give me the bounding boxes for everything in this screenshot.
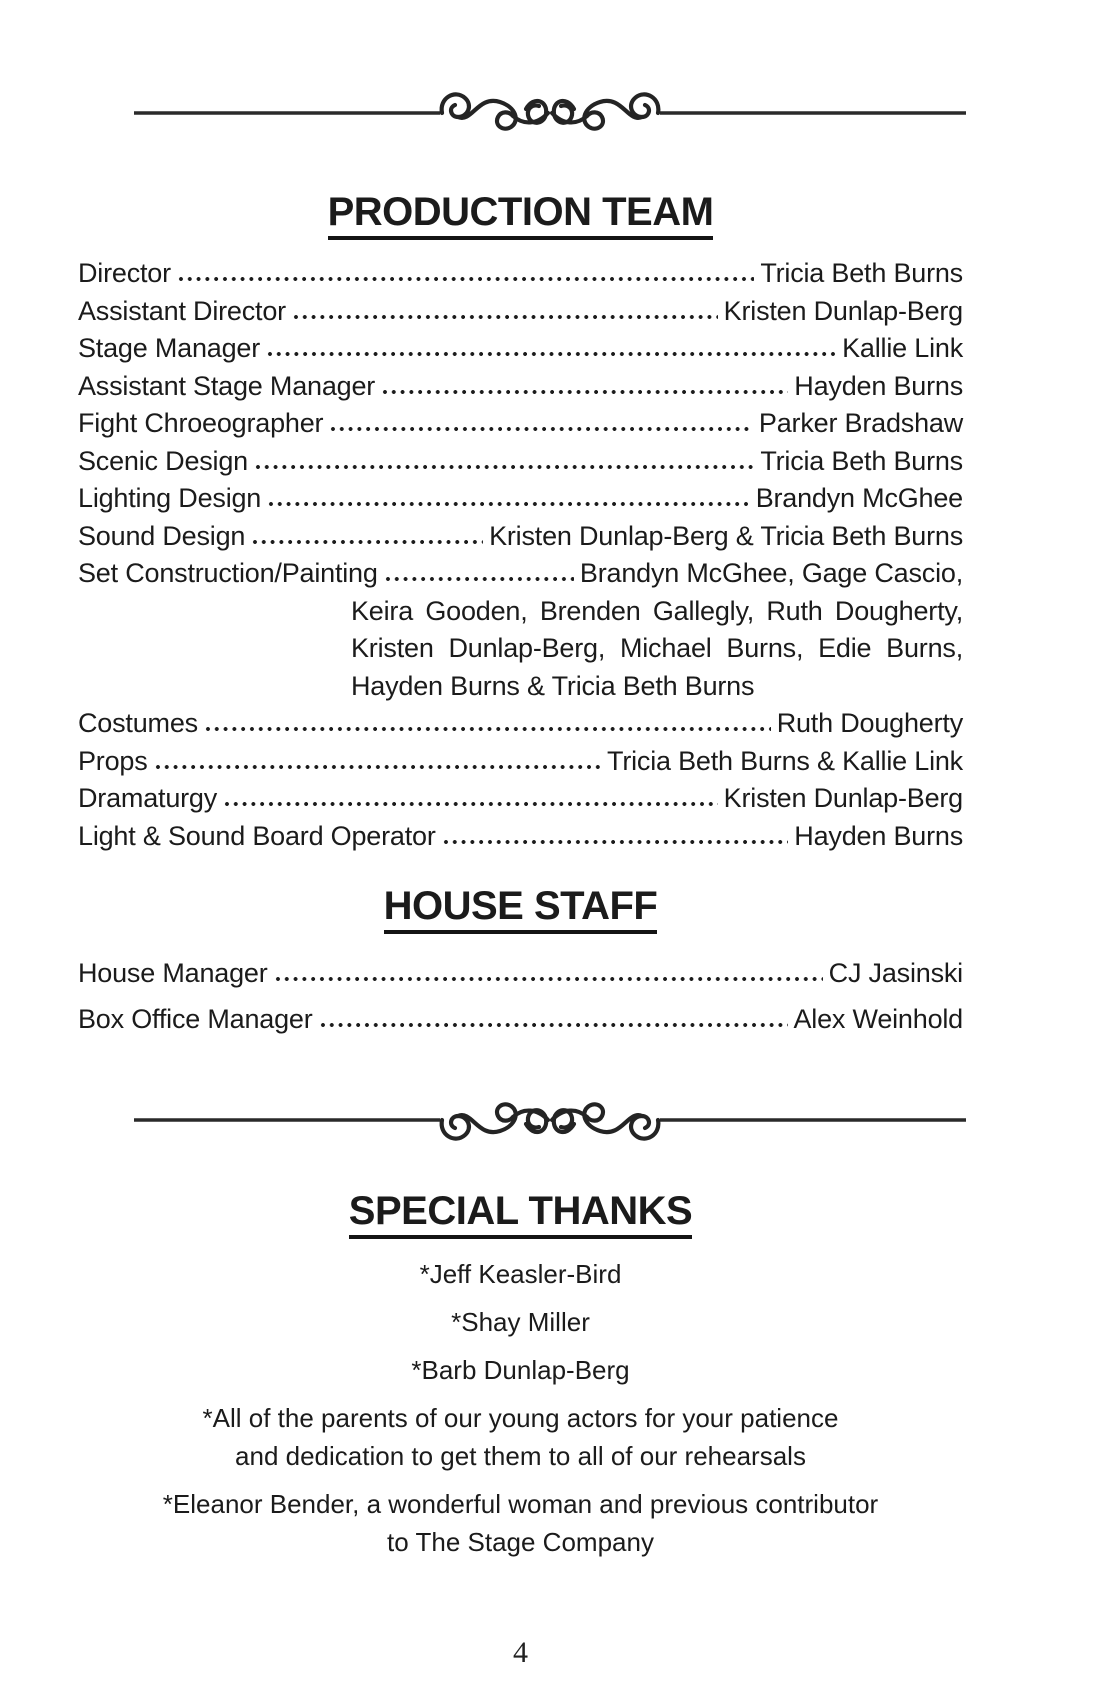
credit-row (78, 555, 963, 593)
credit-row (78, 293, 963, 331)
thanks-line: *All of the parents of our young actors for your patience (202, 1403, 839, 1433)
credit-row (78, 443, 963, 481)
credit-names: Kallie Link (842, 333, 963, 363)
credit-row (78, 996, 963, 1042)
page-number: 4 (513, 1636, 528, 1669)
credit-role: Scenic Design (78, 445, 248, 476)
credit-row (78, 743, 963, 781)
thanks-line: *Eleanor Bender, a wonderful woman and previous contributor (162, 1489, 879, 1519)
credit-row (78, 818, 963, 856)
credit-role: Costumes (78, 708, 198, 738)
credit-role: Stage Manager (78, 333, 261, 363)
dot-leader (274, 976, 823, 982)
credit-role: Assistant Stage Manager (78, 370, 376, 401)
production-team-section (78, 189, 963, 855)
house-staff-title-text: HOUSE STAFF (384, 883, 658, 934)
dot-leader (384, 576, 574, 582)
credit-row (78, 405, 963, 443)
dot-leader (223, 801, 718, 807)
thanks-line: to The Stage Company (387, 1527, 654, 1557)
credit-names: Ruth Dougherty (776, 708, 963, 738)
credit-continuation-line: Kristen Dunlap-Berg, Michael Burns, Edie Burns, (351, 633, 963, 663)
credit-row (78, 518, 963, 556)
credit-role: Light & Sound Board Operator (78, 820, 436, 851)
scroll-flourish-icon (130, 1094, 970, 1150)
production-team-title-text: PRODUCTION TEAM (328, 189, 714, 240)
credit-names: Kristen Dunlap-Berg (723, 295, 963, 326)
credit-row (78, 330, 963, 368)
credit-role: Fight Chroeographer (78, 408, 324, 438)
special-thanks-section (78, 1188, 963, 1561)
credit-row (78, 950, 963, 996)
credit-names: Alex Weinhold (793, 1004, 963, 1034)
dot-leader (442, 839, 789, 845)
thanks-line: and dedication to get them to all of our rehearsals (235, 1441, 806, 1471)
production-team-credits (78, 255, 963, 855)
dot-leader (266, 351, 836, 357)
credit-role: Lighting Design (78, 483, 262, 513)
credit-row (78, 780, 963, 818)
credit-role: House Manager (78, 958, 268, 988)
ornament-divider-bottom (0, 1094, 1100, 1150)
thanks-item (78, 1399, 963, 1475)
credit-role: Box Office Manager (78, 1004, 313, 1034)
special-thanks-title (78, 1188, 963, 1239)
thanks-line: *Barb Dunlap-Berg (411, 1355, 630, 1385)
thanks-item (78, 1485, 963, 1561)
dot-leader (251, 539, 483, 545)
credit-names: Parker Bradshaw (758, 408, 963, 438)
credit-names: Hayden Burns (794, 820, 963, 851)
credit-role: Set Construction/Painting (78, 558, 378, 588)
dot-leader (177, 276, 754, 282)
credit-names: Kristen Dunlap-Berg & Tricia Beth Burns (489, 520, 963, 551)
credit-names: Brandyn McGhee (755, 483, 963, 513)
thanks-line: *Jeff Keasler-Bird (419, 1259, 622, 1289)
ornament-divider-top (0, 83, 1100, 139)
credit-names: Tricia Beth Burns (760, 258, 963, 288)
credit-role: Props (78, 745, 148, 776)
thanks-item (78, 1303, 963, 1341)
credit-row (78, 705, 963, 743)
thanks-item (78, 1255, 963, 1293)
credit-role: Dramaturgy (78, 783, 218, 813)
credit-continuation-line: Hayden Burns & Tricia Beth Burns (351, 670, 755, 701)
credit-names: Brandyn McGhee, Gage Cascio, (579, 558, 963, 588)
credit-role: Assistant Director (78, 295, 286, 326)
house-staff-title (78, 883, 963, 934)
dot-leader (319, 1022, 788, 1028)
house-staff-section (78, 883, 963, 1042)
credit-row (78, 255, 963, 293)
credit-names: Hayden Burns (794, 370, 963, 401)
thanks-item (78, 1351, 963, 1389)
credit-role: Sound Design (78, 520, 246, 551)
dot-leader (254, 464, 754, 470)
special-thanks-title-text: SPECIAL THANKS (349, 1188, 692, 1239)
production-team-title (78, 189, 963, 240)
credit-row (78, 368, 963, 406)
special-thanks-list (78, 1255, 963, 1561)
house-staff-credits (78, 950, 963, 1042)
credit-names: Kristen Dunlap-Berg (723, 783, 963, 813)
dot-leader (267, 501, 750, 507)
dot-leader (329, 426, 753, 432)
credit-row (78, 480, 963, 518)
page-footer (78, 1636, 963, 1670)
dot-leader (204, 726, 771, 732)
credit-names: Tricia Beth Burns & Kallie Link (607, 745, 963, 776)
credit-role: Director (78, 258, 171, 288)
credit-continuation-line: Keira Gooden, Brenden Gallegly, Ruth Dougherty, (351, 595, 963, 626)
thanks-line: *Shay Miller (451, 1307, 590, 1337)
credit-names: CJ Jasinski (828, 958, 963, 988)
dot-leader (381, 389, 788, 395)
dot-leader (154, 764, 601, 770)
scroll-flourish-icon (130, 83, 970, 139)
dot-leader (292, 314, 718, 320)
credit-names: Tricia Beth Burns (760, 445, 963, 476)
